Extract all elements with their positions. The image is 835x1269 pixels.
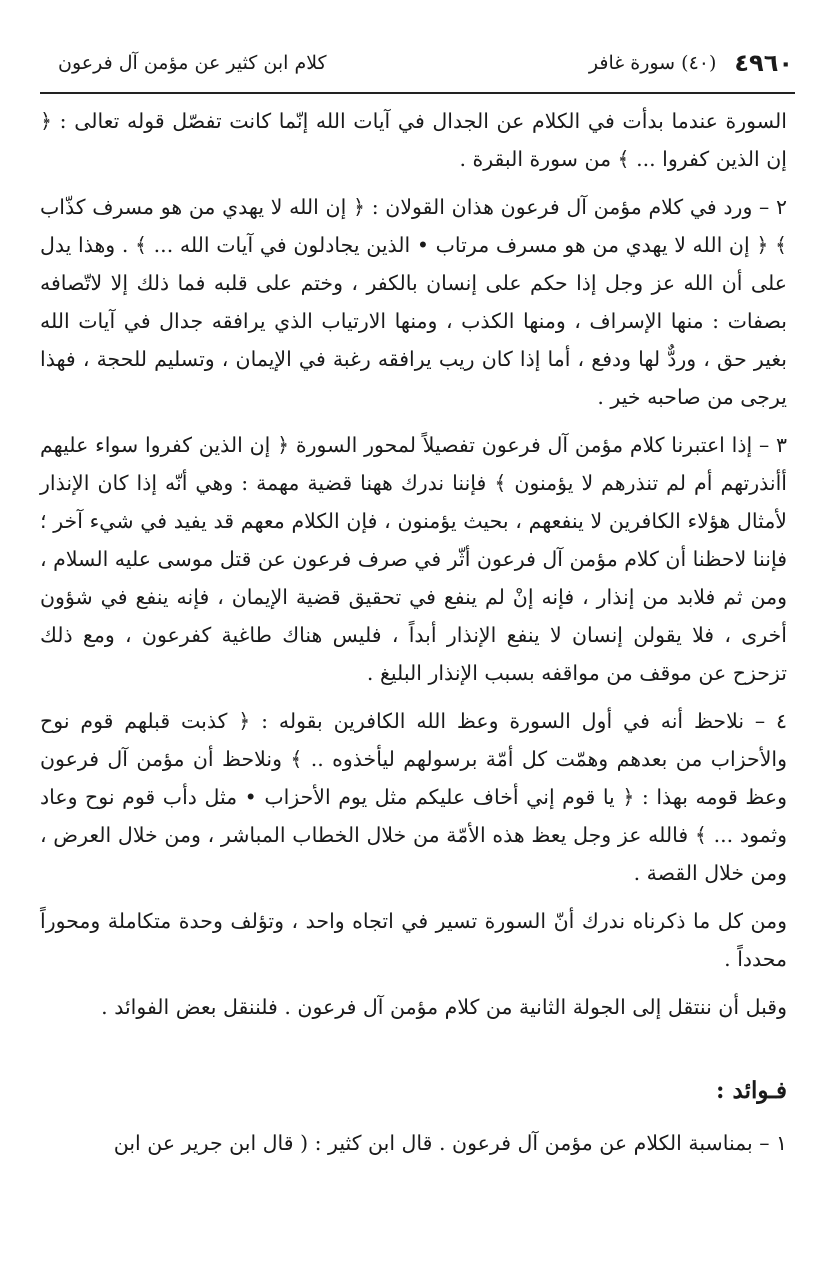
page-body <box>40 102 787 1229</box>
intro-paragraph: السورة عندما بدأت في الكلام عن الجدال في آيات الله إنّما كانت تفصّل قوله تعالى : ﴿ إن الذين كفروا ... ﴾ من سورة البقرة . <box>40 109 787 171</box>
point-3-paragraph: ٣ – إذا اعتبرنا كلام مؤمن آل فرعون تفصيلاً لمحور السورة ﴿ إن الذين كفروا سواء عليهم أأنذرتهم أم لم تنذرهم لا يؤمنون ﴾ فإننا ندرك ههنا قضية مهمة : وهي أنّه إذا كان الإنذار لأمثال هؤلاء الكافرين لا ينفعهم ، بحيث يؤمنون ، فإن الكلام معهم قد يفيد في شيء آخر ؛ فإننا لاحظنا أن كلام مؤمن آل فرعون أثّر في صرف فرعون عن قتل موسى عليه السلام ، ومن ثم فلابد من إنذار ، فإنه إنْ لم ينفع في تحقيق قضية الإيمان ، فإنه ينفع في شؤون أخرى ، فلا يقولن إنسان لا ينفع الإنذار أبداً ، فليس هناك طاغية كفرعون ، ومع ذلك تزحزح عن موقف من مواقفه بسبب الإنذار البليغ . <box>40 433 787 685</box>
page-header <box>58 38 793 88</box>
benefits-heading: فـوائد : <box>716 1077 787 1104</box>
running-title: كلام ابن كثير عن مؤمن آل فرعون <box>58 52 327 74</box>
transition-paragraph: وقبل أن ننتقل إلى الجولة الثانية من كلام مؤمن آل فرعون . فلننقل بعض الفوائد . <box>101 995 787 1019</box>
benefit-1-paragraph: ١ – بمناسبة الكلام عن مؤمن آل فرعون . قال ابن كثير : ( قال ابن جرير عن ابن <box>113 1131 787 1155</box>
header-right-group <box>589 49 793 77</box>
header-divider <box>40 92 795 94</box>
point-4-paragraph: ٤ – نلاحظ أنه في أول السورة وعظ الله الكافرين بقوله : ﴿ كذبت قبلهم قوم نوح والأحزاب من بعدهم وهمّت كل أمّة برسولهم ليأخذوه .. ﴾ ونلاحظ أن مؤمن آل فرعون وعظ قومه بهذا : ﴿ يا قوم إني أخاف عليكم مثل يوم الأحزاب • مثل دأب قوم نوح وعاد وثمود ... ﴾ فالله عز وجل يعظ هذه الأمّة من خلال الخطاب المباشر ، ومن خلال العرض ، ومن خلال القصة . <box>40 709 787 885</box>
point-2-paragraph: ٢ – ورد في كلام مؤمن آل فرعون هذان القولان : ﴿ إن الله لا يهدي من هو مسرف كذّاب ﴾ ﴿ إن الله لا يهدي من هو مسرف مرتاب • الذين يجادلون في آيات الله ... ﴾ . وهذا يدل على أن الله عز وجل إذا حكم على إنسان بالكفر ، وختم على قلبه فما ذلك إلا لاتّصافه بصفات : منها الإسراف ، ومنها الكذب ، ومنها الارتياب الذي يرافقه جدال في آيات الله بغير حق ، وردٌّ لها ودفع ، أما إذا كان ريب يرافقه رغبة في الإيمان ، وتسليم للحجة ، فهذا يرجى من صاحبه خير . <box>40 195 787 409</box>
surah-label: (٤٠) سورة غافر <box>588 52 717 74</box>
section-spacer <box>40 1036 787 1060</box>
summary-paragraph: ومن كل ما ذكرناه ندرك أنّ السورة تسير في اتجاه واحد ، وتؤلف وحدة متكاملة ومحوراً محدداً . <box>40 909 787 971</box>
page-number: ٤٩٦٠ <box>734 49 793 77</box>
